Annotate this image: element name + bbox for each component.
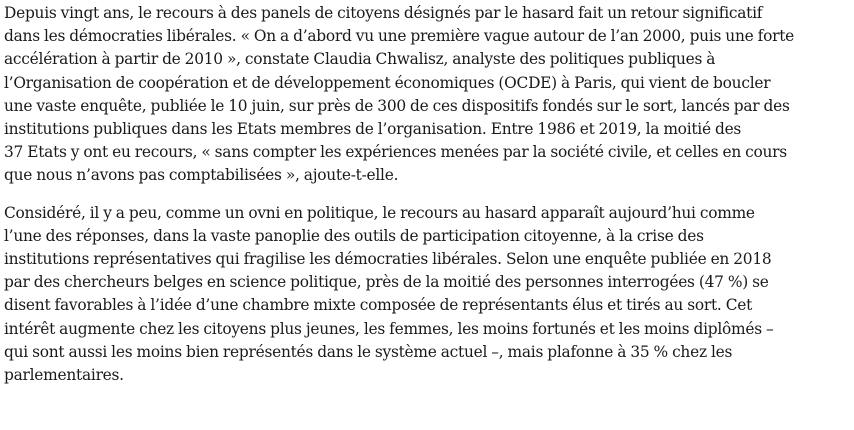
text-line: dans les démocraties libérales. « On a d’abord vu une première vague autour de l’an 2000, puis une forte [4, 27, 794, 46]
text-line: par des chercheurs belges en science politique, près de la moitié des personnes interrogées (47 %) se [4, 273, 769, 292]
text-line: accélération à partir de 2010 », constate Claudia Chwalisz, analyste des politiques publiques à [4, 50, 716, 69]
text-line: intérêt augmente chez les citoyens plus jeunes, les femmes, les moins fortunés et les moins diplômés – [4, 319, 774, 338]
article-body [4, 2, 850, 401]
text-line: que nous n’avons pas comptabilisées », ajoute-t-elle. [4, 166, 399, 185]
text-line: qui sont aussi les moins bien représentés dans le système actuel –, mais plafonne à 35 % chez les [4, 342, 733, 361]
text-line: Depuis vingt ans, le recours à des panels de citoyens désignés par le hasard fait un retour significatif [4, 4, 763, 22]
text-line: parlementaires. [4, 366, 124, 385]
text-line: Considéré, il y a peu, comme un ovni en politique, le recours au hasard apparaît aujourd’hui comme [4, 203, 755, 222]
paragraph-1 [4, 2, 850, 188]
text-line: institutions représentatives qui fragilise les démocraties libérales. Selon une enquête publiée en 2018 [4, 250, 772, 269]
text-line: institutions publiques dans les Etats membres de l’organisation. Entre 1986 et 2019, la moitié des [4, 120, 742, 139]
text-line: une vaste enquête, publiée le 10 juin, sur près de 300 de ces dispositifs fondés sur le sort, lancés par des [4, 96, 790, 115]
text-line: 37 Etats y ont eu recours, « sans compter les expériences menées par la société civile, et celles en cours [4, 143, 787, 162]
text-line: l’une des réponses, dans la vaste panoplie des outils de participation citoyenne, à la crise des [4, 226, 704, 245]
paragraph-2 [4, 202, 850, 388]
text-line: disent favorables à l’idée d’une chambre mixte composée de représentants élus et tirés au sort. Cet [4, 296, 753, 315]
text-line: l’Organisation de coopération et de développement économiques (OCDE) à Paris, qui vient de boucler [4, 73, 771, 92]
